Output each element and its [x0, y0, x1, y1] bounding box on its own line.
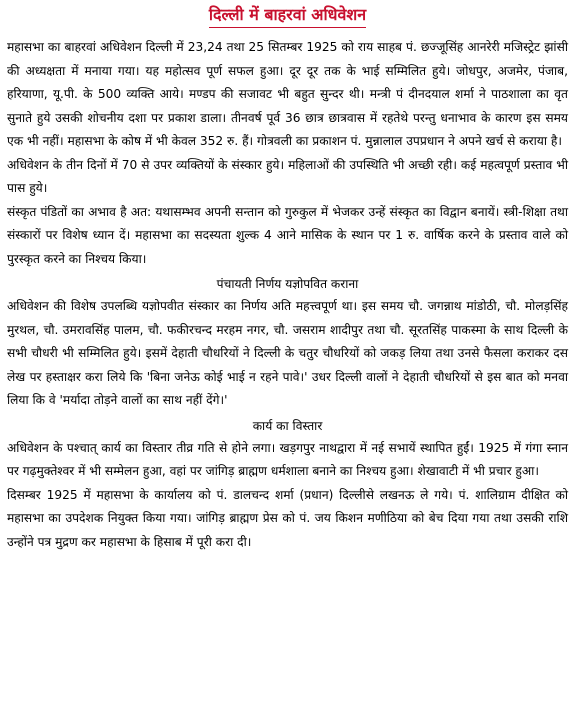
paragraph-sanskars: अधिवेशन के तीन दिनों में 70 से उपर व्यक्तियों के संस्कार हुये। महिलाओं की उपस्थिति भी अच्छी रही। कई महत्वपूर्ण प्रस्ताव भी पास हुये। [7, 157, 568, 195]
section-heading-yagyopavit: पंचायती निर्णय यज्ञोपवित कराना [216, 277, 359, 291]
paragraph-yagyopavit-decision: अधिवेशन की विशेष उपलब्धि यज्ञोपवीत संस्कार का निर्णय अति महत्त्वपूर्ण था। इस समय चौ. जगन्नाथ मांडोठी, चौ. मोलड़सिंह मुरथल, चौ. उमरावसिंह पालम, चौ. फकीरचन्द मरहम नगर, चौ. जसराम शादीपुर तथा चौ. सूरतसिंह पाकस्मा के साथ दिल्ली के सभी चौधरी भी सम्मिलित हुये। इसमें देहाती चौधरियों ने दिल्ली के चतुर चौधरियों को जकड़ लिया तथा उनसे फैसला कराकर दस लेख पर हस्ताक्षर करा लिये कि 'बिना जनेऊ कोई भाई न रहने पावे।' उधर दिल्ली वालों ने देहाती चौधरियों से इस बात को मनवा लिया कि वे 'मर्यादा तोड़ने वालों का साथ नहीं देंगे।' [7, 299, 568, 407]
paragraph-office-move: दिसम्बर 1925 में महासभा के कार्यालय को पं. डालचन्द शर्मा (प्रधान) दिल्लीसे लखनऊ ले गये। पं. शालिग्राम दीक्षित को महासभा का उपदेशक नियुक्त किया गया। जांगिड़ ब्राह्मण प्रेस को पं. जय किशन मणीठिया को बेच दिया गया तथा उसकी राशि उन्होंने पत्र मुद्रण कर महासभा के हिसाब में पूरी करा दी। [7, 487, 568, 549]
paragraph-resolutions: संस्कृत पंडितों का अभाव है अत: यथासम्भव अपनी सन्तान को गुरुकुल में भेजकर उन्हें संस्कृत का विद्वान बनायें। स्त्री-शिक्षा तथा संस्कारों पर विशेष ध्यान दें। महासभा का सदस्यता शुल्क 4 आने मासिक के स्थान पर 1 रु. वार्षिक करने के प्रस्ताव वाले को पुरस्कृत करने का निश्चय किया। [7, 204, 568, 266]
paragraph-expansion: अधिवेशन के पश्चात् कार्य का विस्तार तीव्र गति से होने लगा। खड़गपुर नाथद्वारा में नई सभायें स्थापित हुईं। 1925 में गंगा स्नान पर गढ़मुक्तेश्वर में भी सम्मेलन हुआ, वहां पर जांगिड़ ब्राह्मण धर्मशाला बनाने का निश्चय हुआ। शेखावाटी में भी प्रचार हुआ। [7, 440, 568, 478]
title-wrapper [7, 4, 568, 28]
page-title: दिल्ली में बाहरवां अधिवेशन [209, 4, 366, 28]
paragraph-session-summary: महासभा का बाहरवां अधिवेशन दिल्ली में 23,24 तथा 25 सितम्बर 1925 को राय साहब पं. छज्जूसिंह आनरेरी मजिस्ट्रेट झांसी की अध्यक्षता में मनाया गया। यह महोत्सव पूर्ण सफल हुआ। दूर दूर तक के भाई सम्मिलित हुये। जोधपुर, अजमेर, पंजाब, हरियाणा, यू.पी. के 500 व्यक्ति आये। मण्डप की सजावट भी बहुत सुन्दर थी। मन्त्री पं दीनदयाल शर्मा ने पाठशाला का वृत सुनाते हुये उसकी शोचनीय दशा पर प्रकाश डाला। तीनवर्ष पूर्व 36 छात्र छात्रवास में रहतेथे परन्तु धनाभाव के कारण इस समय एक भी नहीं। महासभा के कोष में भी केवल 352 रु. हैं। गोत्रवली का प्रकाशन पं. मुन्नालाल उपप्रधान ने अपने खर्च से कराया है। [7, 40, 568, 148]
section-heading-expansion: कार्य का विस्तार [252, 418, 323, 433]
